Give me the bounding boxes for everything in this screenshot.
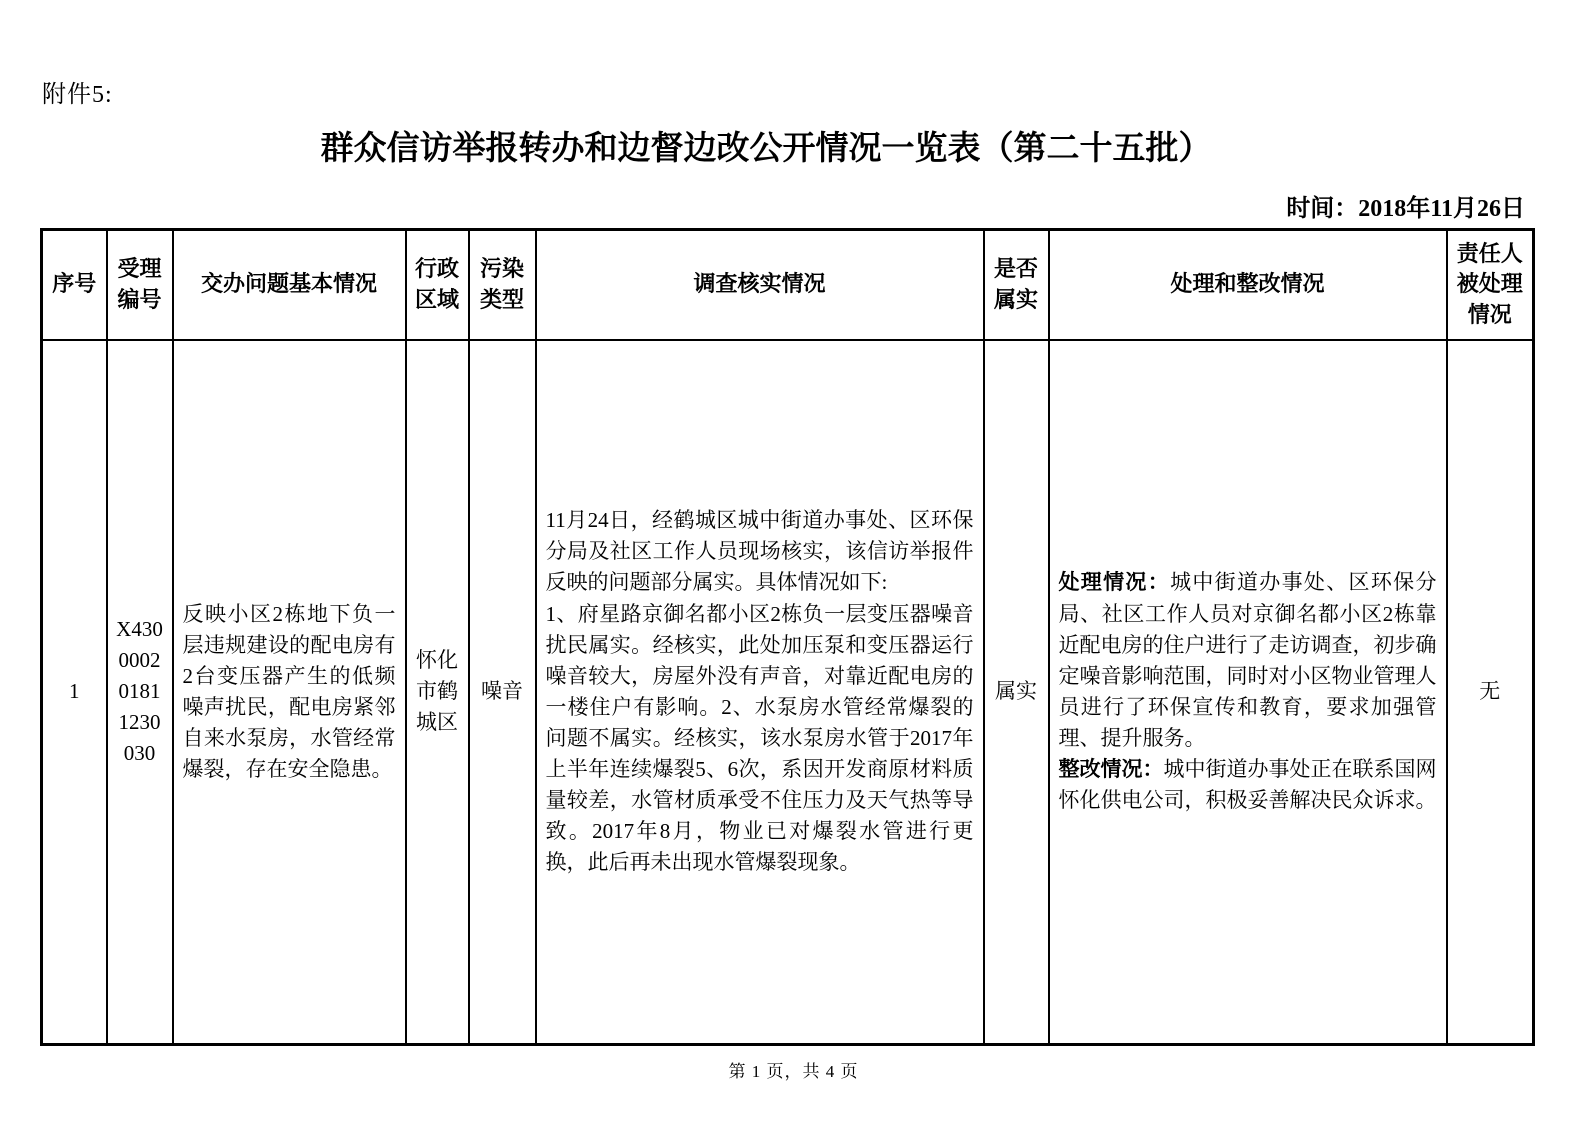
cell-acceptance-number [107, 340, 173, 1045]
cell-pollution-type: 噪音 [469, 340, 536, 1045]
cell-handling [1049, 340, 1447, 1045]
header-pollution-type: 污染类型 [469, 230, 536, 340]
page-number: 第 1 页，共 4 页 [728, 1062, 859, 1081]
attachment-label: 附件5: [42, 82, 113, 108]
cell-verified: 属实 [984, 340, 1049, 1045]
cell-investigation [536, 340, 984, 1045]
page-title: 群众信访举报转办和边督边改公开情况一览表（第二十五批） [320, 131, 1212, 167]
rectification-label: 整改情况： [1058, 756, 1164, 781]
header-verified: 是否属实 [984, 230, 1049, 340]
cell-problem-summary: 反映小区2栋地下负一层违规建设的配电房有2台变压器产生的低频噪声扰民，配电房紧邻自来水泵房，水管经常爆裂，存在安全隐患。 [173, 340, 406, 1045]
header-region: 行政区域 [406, 230, 469, 340]
handling-text: 城中街道办事处、区环保分局、社区工作人员对京御名都小区2栋靠近配电房的住户进行了走访调查，初步确定噪音影响范围，同时对小区物业管理人员进行了环保宣传和教育，要求加强管理、提升服务。 [1058, 570, 1437, 750]
investigation-paragraph-1: 11月24日，经鹤城区城中街道办事处、区环保分局及社区工作人员现场核实，该信访举报件反映的问题部分属实。具体情况如下: [545, 508, 974, 595]
header-handling: 处理和整改情况 [1049, 230, 1447, 340]
date-label: 时间：2018年11月26日 [1286, 196, 1525, 222]
acceptance-number-value: X430000201811230030 [116, 617, 163, 766]
investigation-paragraph-2: 1、府星路京御名都小区2栋负一层变压器噪音扰民属实。经核实，此处加压泵和变压器运行噪音较大，房屋外没有声音，对靠近配电房的一楼住户有影响。2、水泵房水管经常爆裂的问题不属实。经核实，该水泵房水管于2017年上半年连续爆裂5、6次，系因开发商原材料质量较差，水管材质承受不住压力及天气热等导致。2017年8月，物业已对爆裂水管进行更换，此后再未出现水管爆裂现象。 [545, 601, 974, 875]
header-problem-summary: 交办问题基本情况 [173, 230, 406, 340]
handling-paragraph [1059, 567, 1437, 753]
header-index: 序号 [42, 230, 107, 340]
handling-label: 处理情况： [1058, 570, 1171, 595]
cell-responsible-person: 无 [1447, 340, 1534, 1045]
table-header-row [42, 230, 1534, 340]
header-investigation: 调查核实情况 [536, 230, 984, 340]
cell-region: 怀化市鹤城区 [406, 340, 469, 1045]
table-row [42, 340, 1534, 1045]
header-acceptance-number: 受理编号 [107, 230, 173, 340]
cell-index: 1 [42, 340, 107, 1045]
complaints-table [40, 228, 1535, 1046]
header-responsible-person: 责任人被处理情况 [1447, 230, 1534, 340]
rectification-paragraph [1059, 754, 1437, 816]
rectification-text: 城中街道办事处正在联系国网怀化供电公司，积极妥善解决民众诉求。 [1058, 756, 1437, 812]
